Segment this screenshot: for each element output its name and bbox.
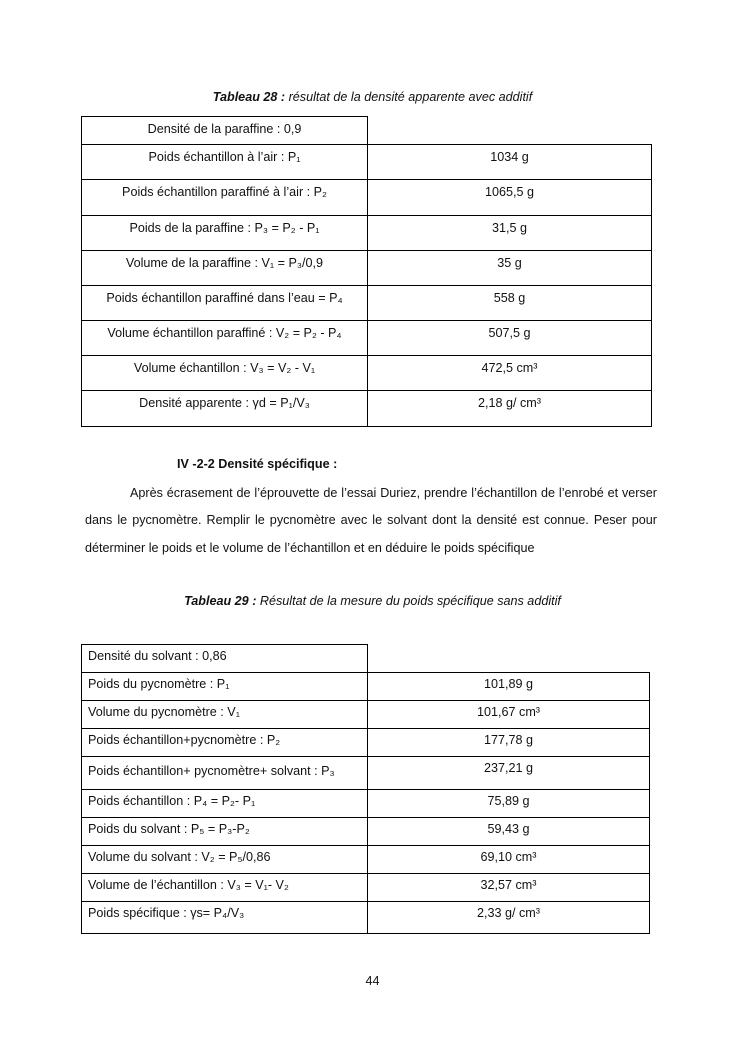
table28-value: 1065,5 g [368, 180, 652, 216]
table29-value: 2,33 g/ cm³ [368, 902, 650, 934]
table28-header-empty [368, 117, 652, 145]
table29-label: Poids du solvant : P₅ = P₃-P₂ [82, 818, 368, 846]
table29-header-empty [368, 645, 650, 673]
table-row [82, 757, 650, 790]
table28-caption-text: résultat de la densité apparente avec additif [285, 90, 533, 104]
table29-caption [0, 594, 745, 608]
table28-label: Poids de la paraffine : P₃ = P₂ - P₁ [82, 216, 368, 251]
section-paragraph [85, 480, 657, 562]
table29-value: 237,21 g [368, 757, 650, 790]
table28-label: Poids échantillon paraffiné à l’air : P₂ [82, 180, 368, 216]
table28-header-cell: Densité de la paraffine : 0,9 [82, 117, 368, 145]
table-row [82, 216, 652, 251]
table28-label: Volume échantillon paraffiné : V₂ = P₂ - P₄ [82, 321, 368, 356]
table29-value: 32,57 cm³ [368, 874, 650, 902]
table29 [81, 644, 650, 934]
table-row [82, 180, 652, 216]
table29-value: 101,67 cm³ [368, 701, 650, 729]
table28-value: 35 g [368, 251, 652, 286]
table28-value: 472,5 cm³ [368, 356, 652, 391]
table-row [82, 673, 650, 701]
table28-label: Volume de la paraffine : V₁ = P₃/0,9 [82, 251, 368, 286]
table28-value: 507,5 g [368, 321, 652, 356]
table29-label: Poids du pycnomètre : P₁ [82, 673, 368, 701]
table29-label: Volume de l’échantillon : V₃ = V₁- V₂ [82, 874, 368, 902]
table-row [82, 818, 650, 846]
table29-value: 177,78 g [368, 729, 650, 757]
table-row [82, 145, 652, 180]
table-row [82, 701, 650, 729]
table29-label: Poids spécifique : γs= P₄/V₃ [82, 902, 368, 934]
table28-label: Volume échantillon : V₃ = V₂ - V₁ [82, 356, 368, 391]
table-row [82, 729, 650, 757]
table-row [82, 251, 652, 286]
table29-label: Poids échantillon : P₄ = P₂- P₁ [82, 790, 368, 818]
table-row [82, 874, 650, 902]
table-row [82, 846, 650, 874]
table28-caption [0, 90, 745, 104]
table-row [82, 321, 652, 356]
table-row [82, 356, 652, 391]
table29-value: 59,43 g [368, 818, 650, 846]
table29-header-cell: Densité du solvant : 0,86 [82, 645, 368, 673]
table29-caption-text: Résultat de la mesure du poids spécifique sans additif [256, 594, 561, 608]
table-row [82, 391, 652, 427]
table28-value: 2,18 g/ cm³ [368, 391, 652, 427]
table29-header-row [82, 645, 650, 673]
table29-label: Poids échantillon+pycnomètre : P₂ [82, 729, 368, 757]
table28-value: 558 g [368, 286, 652, 321]
table-row [82, 902, 650, 934]
section-heading: IV -2-2 Densité spécifique : [177, 457, 338, 471]
table28-value: 1034 g [368, 145, 652, 180]
paragraph-text: Après écrasement de l’éprouvette de l’essai Duriez, prendre l’échantillon de l’enrobé et verser dans le pycnomètre. Remplir le pycnomètre avec le solvant dont la densité est connue. Peser pour déterminer le poids et le volume de l’échantillon et en déduire le poids spécifique [85, 486, 657, 555]
table28-label: Poids échantillon paraffiné dans l’eau = P₄ [82, 286, 368, 321]
table29-caption-label: Tableau 29 : [184, 594, 257, 608]
table29-value: 69,10 cm³ [368, 846, 650, 874]
table28-caption-label: Tableau 28 : [212, 90, 286, 104]
table28-header-row [82, 117, 652, 145]
table28-label: Densité apparente : γd = P₁/V₃ [82, 391, 368, 427]
table28-label: Poids échantillon à l’air : P₁ [82, 145, 368, 180]
table-row [82, 790, 650, 818]
table-row [82, 286, 652, 321]
table29-value: 75,89 g [368, 790, 650, 818]
table29-label: Volume du pycnomètre : V₁ [82, 701, 368, 729]
table28-value: 31,5 g [368, 216, 652, 251]
table28 [81, 116, 652, 427]
table29-label: Poids échantillon+ pycnomètre+ solvant : P₃ [82, 757, 368, 790]
page-number: 44 [365, 974, 380, 988]
table29-value: 101,89 g [368, 673, 650, 701]
table29-label: Volume du solvant : V₂ = P₅/0,86 [82, 846, 368, 874]
